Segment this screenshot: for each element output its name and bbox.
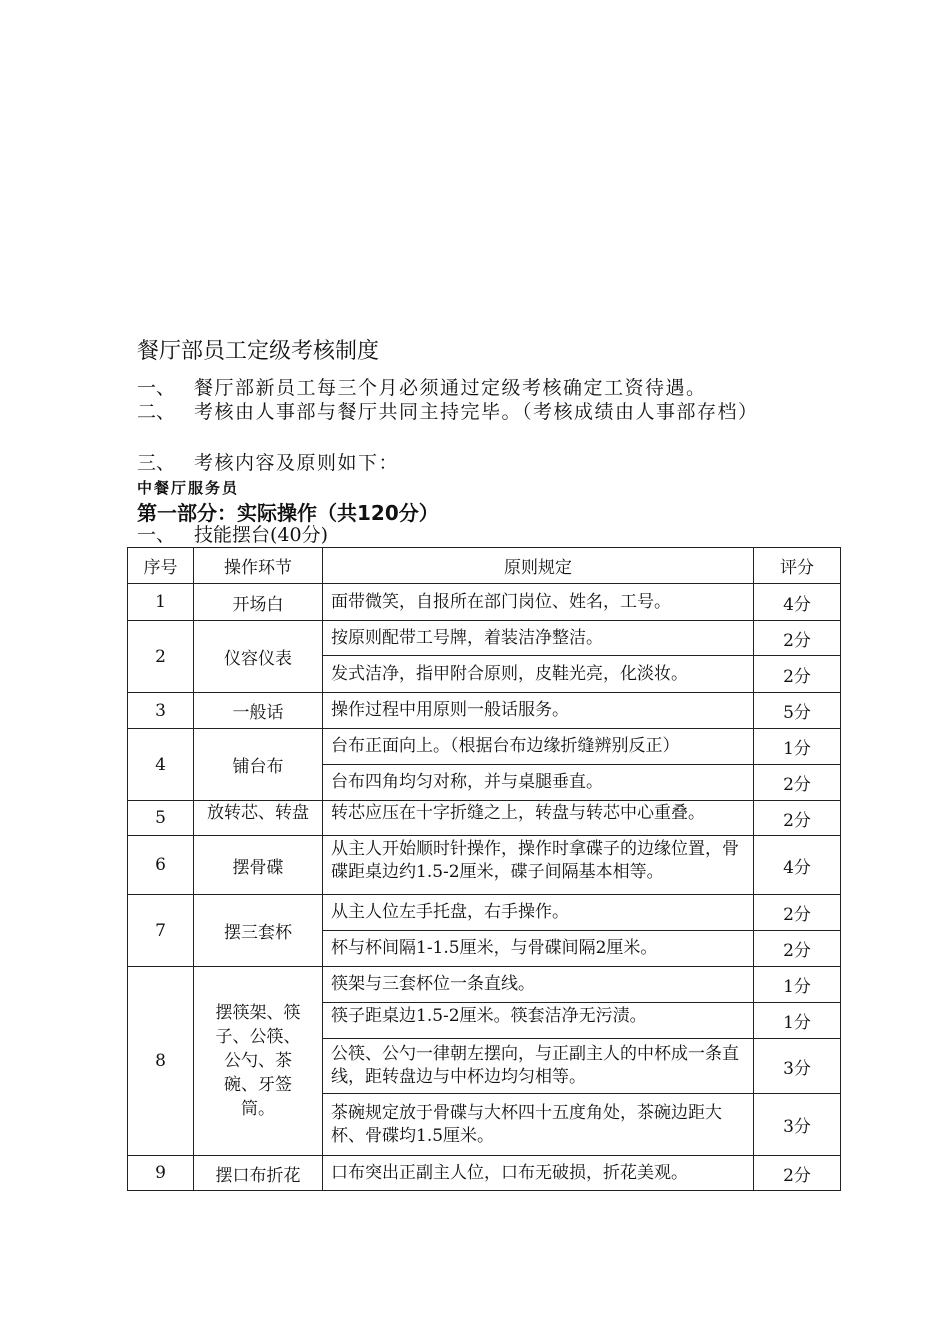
row-score: 5分 <box>754 693 841 729</box>
row-score: 2分 <box>754 765 841 801</box>
row-rule: 面带微笑，自报所在部门岗位、姓名，工号。 <box>323 584 754 621</box>
table-row <box>128 693 841 729</box>
row-score: 4分 <box>754 836 841 895</box>
row-rule: 按原则配带工号牌，着装洁净整洁。 <box>323 621 754 656</box>
row-number: 6 <box>128 836 194 895</box>
row-step: 摆三套杯 <box>194 895 323 967</box>
role-heading: 中餐厅服务员 <box>137 479 240 497</box>
header-score: 评分 <box>754 548 841 584</box>
row-step: 放转芯、转盘 <box>207 803 309 823</box>
row-number: 9 <box>128 1156 194 1191</box>
row-step: 仪容仪表 <box>194 621 323 693</box>
header-rule: 原则规定 <box>323 548 754 584</box>
row-score: 1分 <box>754 729 841 765</box>
row-number: 3 <box>128 693 194 729</box>
row-score: 4分 <box>754 584 841 621</box>
row-rule: 筷子距桌边1.5-2厘米。筷套洁净无污渍。 <box>323 1003 754 1039</box>
row-score: 2分 <box>754 1156 841 1191</box>
row-step: 一般话 <box>194 693 323 729</box>
row-rule: 转芯应压在十字折缝之上，转盘与转芯中心重叠。 <box>331 803 705 823</box>
clause-text: 餐厅部新员工每三个月必须通过定级考核确定工资待遇。 <box>194 377 707 399</box>
clause-number: 一、 <box>137 377 176 399</box>
row-rule: 操作过程中用原则一般话服务。 <box>323 693 754 729</box>
table-row <box>128 801 841 836</box>
row-step: 开场白 <box>194 584 323 621</box>
row-rule: 发式洁净，指甲附合原则，皮鞋光亮，化淡妆。 <box>323 656 754 693</box>
clause-text: 考核由人事部与餐厅共同主持完毕。（考核成绩由人事部存档） <box>194 401 759 423</box>
row-score: 1分 <box>754 1003 841 1039</box>
row-rule-cell <box>323 836 754 895</box>
header-step: 操作环节 <box>194 548 323 584</box>
row-score: 3分 <box>754 1039 841 1094</box>
row-step: 铺台布 <box>194 729 323 801</box>
section-number: 一、 <box>137 524 176 546</box>
assessment-table <box>127 547 841 1191</box>
clause-number: 二、 <box>137 401 176 423</box>
row-number: 1 <box>128 584 194 621</box>
row-score: 2分 <box>754 895 841 931</box>
clause-number: 三、 <box>137 452 176 474</box>
row-score: 3分 <box>754 1094 841 1156</box>
row-number: 4 <box>128 729 194 801</box>
row-step: 摆骨碟 <box>194 836 323 895</box>
row-rule: 口布突出正副主人位，口布无破损，折花美观。 <box>323 1156 754 1191</box>
row-step: 摆筷架、筷子、公筷、公勺、茶碗、牙签筒。 <box>194 967 323 1156</box>
row-number: 5 <box>128 801 194 836</box>
row-rule-cell <box>323 801 754 836</box>
row-number: 8 <box>128 967 194 1156</box>
header-no: 序号 <box>128 548 194 584</box>
table-row <box>128 1156 841 1191</box>
row-rule: 从主人开始顺时针操作，操作时拿碟子的边缘位置，骨碟距桌边约1.5-2厘米，碟子间隔基本相等。 <box>331 839 739 882</box>
table-header-row <box>128 548 841 584</box>
section-text: 技能摆台(40分) <box>194 524 329 546</box>
row-rule: 公筷、公勺一律朝左摆向，与正副主人的中杯成一条直线，距转盘边与中杯边均匀相等。 <box>323 1039 754 1094</box>
row-rule: 茶碗规定放于骨碟与大杯四十五度角处，茶碗边距大杯、骨碟均1.5厘米。 <box>323 1094 754 1156</box>
row-step-cell <box>194 801 323 836</box>
row-score: 1分 <box>754 967 841 1003</box>
document-title: 餐厅部员工定级考核制度 <box>137 339 380 364</box>
table-row <box>128 895 841 931</box>
row-score: 2分 <box>754 621 841 656</box>
row-rule: 台布正面向上。（根据台布边缘折缝辨别反正） <box>323 729 754 765</box>
clause-text: 考核内容及原则如下： <box>194 452 400 474</box>
part-heading: 第一部分：实际操作（共120分） <box>137 501 439 525</box>
table-row <box>128 584 841 621</box>
table-row <box>128 836 841 895</box>
row-number: 7 <box>128 895 194 967</box>
row-rule: 筷架与三套杯位一条直线。 <box>323 967 754 1003</box>
table-row <box>128 729 841 765</box>
row-score: 2分 <box>754 656 841 693</box>
row-rule: 台布四角均匀对称，并与桌腿垂直。 <box>323 765 754 801</box>
row-rule: 杯与杯间隔1-1.5厘米，与骨碟间隔2厘米。 <box>323 931 754 967</box>
row-number: 2 <box>128 621 194 693</box>
row-rule: 从主人位左手托盘，右手操作。 <box>323 895 754 931</box>
table-row <box>128 621 841 656</box>
row-score: 2分 <box>754 931 841 967</box>
row-score: 2分 <box>754 801 841 836</box>
table-row <box>128 967 841 1003</box>
row-step: 摆口布折花 <box>194 1156 323 1191</box>
